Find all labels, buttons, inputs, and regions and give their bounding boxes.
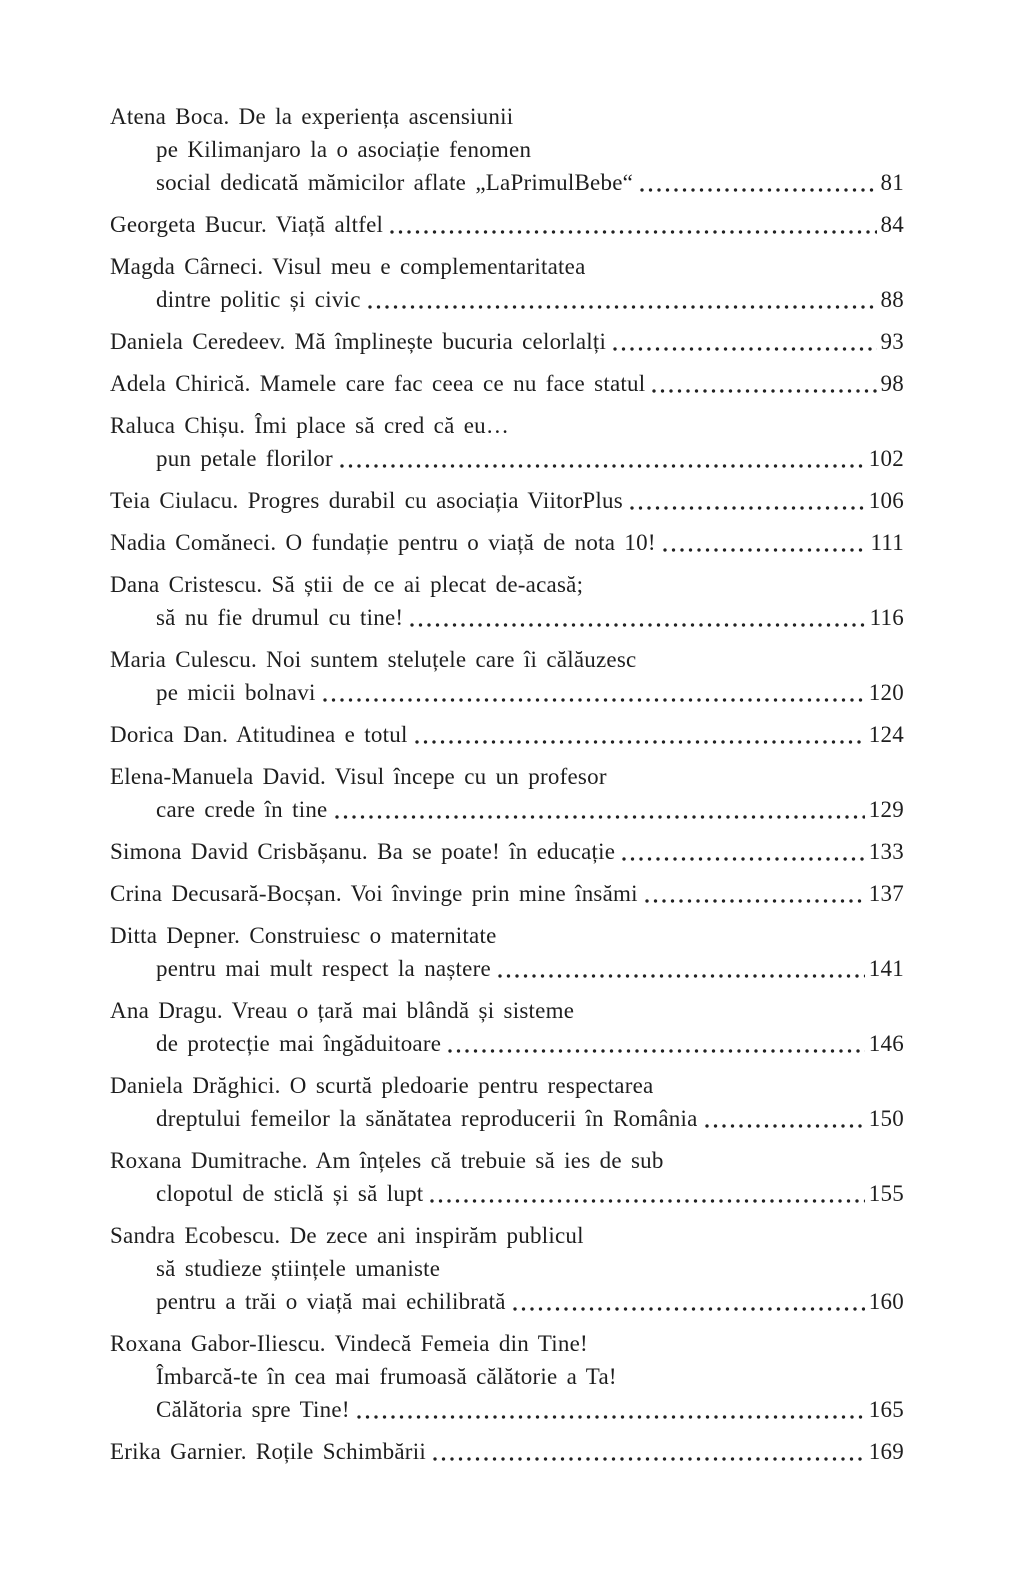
dot-leader [645,899,865,903]
dot-leader [640,188,876,192]
toc-line: Magda Cârneci. Visul meu e complementaritatea [110,254,586,279]
dot-leader [498,974,865,978]
dot-leader [652,389,876,393]
toc-line [110,1393,904,1426]
toc-line: Raluca Chișu. Îmi place să cred că eu… [110,413,510,438]
toc-entry [110,1327,904,1426]
toc-entry [110,718,904,751]
toc-line-text: Adela Chirică. Mamele care fac ceea ce nu face statul [110,371,646,396]
page-number: 137 [868,881,904,906]
toc-line [110,442,904,475]
page-number: 93 [880,329,904,354]
toc-line-text: care crede în tine [156,797,328,822]
toc-line: Atena Boca. De la experiența ascensiunii [110,104,514,129]
toc-line [110,1102,904,1135]
dot-leader [622,857,865,861]
toc-line [110,208,904,241]
toc-line: Roxana Gabor-Iliescu. Vindecă Femeia din Tine! [110,1331,588,1356]
toc-line: Ana Dragu. Vreau o țară mai blândă și sisteme [110,998,575,1023]
dot-leader [323,698,865,702]
dot-leader [357,1415,865,1419]
toc-entry [110,919,904,985]
toc-line [110,952,904,985]
toc-line-text: pun petale florilor [156,446,333,471]
dot-leader [340,464,865,468]
toc-line-text: pe micii bolnavi [156,680,316,705]
toc-entry [110,250,904,316]
dot-leader [410,623,865,627]
page-number: 165 [868,1397,904,1422]
toc-line [110,283,904,316]
dot-leader [513,1307,865,1311]
toc-line-text: pentru mai mult respect la naștere [156,956,491,981]
page-number: 111 [870,530,904,555]
toc-line: Sandra Ecobescu. De zece ani inspirăm publicul [110,1223,584,1248]
toc-line [110,877,904,910]
toc-line [110,325,904,358]
toc-entry [110,1069,904,1135]
dot-leader [368,305,877,309]
toc-line [110,1177,904,1210]
toc-line-text: pentru a trăi o viață mai echilibrată [156,1289,506,1314]
toc-line: Roxana Dumitrache. Am înțeles că trebuie să ies de sub [110,1148,664,1173]
toc-entry [110,835,904,868]
toc-line: Maria Culescu. Noi suntem steluțele care îi călăuzesc [110,647,637,672]
toc-line [110,526,904,559]
toc-entry [110,994,904,1060]
toc-line: Elena-Manuela David. Visul începe cu un profesor [110,764,607,789]
toc-line-text: Daniela Ceredeev. Mă împlinește bucuria celorlalți [110,329,607,354]
toc-line: să studieze științele umaniste [156,1256,441,1281]
toc-line-text: de protecție mai îngăduitoare [156,1031,442,1056]
toc-line-text: Dorica Dan. Atitudinea e totul [110,722,408,747]
page-number: 98 [880,371,904,396]
page-number: 160 [868,1289,904,1314]
dot-leader [335,815,865,819]
toc [110,100,904,1468]
page-number: 155 [868,1181,904,1206]
toc-line: Daniela Drăghici. O scurtă pledoarie pentru respectarea [110,1073,654,1098]
toc-line-text: Teia Ciulacu. Progres durabil cu asociația ViitorPlus [110,488,623,513]
toc-entry [110,325,904,358]
toc-entry [110,1144,904,1210]
toc-line [110,676,904,709]
toc-line-text: dreptului femeilor la sănătatea reproducerii în România [156,1106,698,1131]
toc-line: Ditta Depner. Construiesc o maternitate [110,923,497,948]
toc-line-text: Erika Garnier. Roțile Schimbării [110,1439,426,1464]
page-number: 106 [868,488,904,513]
toc-line-text: Crina Decusară-Bocșan. Voi învinge prin mine însămi [110,881,638,906]
dot-leader [390,230,876,234]
page-number: 120 [868,680,904,705]
page-number: 84 [880,212,904,237]
page-number: 146 [868,1031,904,1056]
toc-entry [110,208,904,241]
toc-entry [110,568,904,634]
page-number: 169 [868,1439,904,1464]
page-number: 150 [868,1106,904,1131]
toc-entry [110,484,904,517]
dot-leader [430,1199,864,1203]
toc-entry [110,643,904,709]
toc-line-text: Georgeta Bucur. Viață altfel [110,212,384,237]
dot-leader [705,1124,865,1128]
page-number: 81 [880,170,904,195]
toc-line-text: să nu fie drumul cu tine! [156,605,404,630]
toc-line [110,793,904,826]
dot-leader [613,347,876,351]
toc-line-text: dintre politic și civic [156,287,361,312]
page-number: 88 [880,287,904,312]
toc-line-text: social dedicată mămicilor aflate „LaPrimulBebe“ [156,170,634,195]
toc-entry [110,100,904,199]
toc-entry [110,877,904,910]
toc-entry [110,760,904,826]
toc-entry [110,367,904,400]
page-number: 124 [868,722,904,747]
toc-line [110,1027,904,1060]
toc-entry [110,1219,904,1318]
toc-line: pe Kilimanjaro la o asociație fenomen [156,137,532,162]
dot-leader [630,506,865,510]
toc-line [110,166,904,199]
page-number: 102 [868,446,904,471]
toc-line [110,835,904,868]
toc-line [110,1285,904,1318]
dot-leader [663,548,867,552]
page-number: 141 [868,956,904,981]
page-number: 129 [868,797,904,822]
toc-line-text: Nadia Comăneci. O fundație pentru o viață de nota 10! [110,530,656,555]
dot-leader [415,740,865,744]
toc-line [110,1435,904,1468]
toc-line-text: Simona David Crisbășanu. Ba se poate! în educație [110,839,616,864]
toc-line [110,484,904,517]
toc-line [110,367,904,400]
page-number: 133 [868,839,904,864]
toc-line [110,601,904,634]
page-number: 116 [869,605,904,630]
toc-line: Dana Cristescu. Să știi de ce ai plecat de-acasă; [110,572,584,597]
toc-line: Îmbarcă-te în cea mai frumoasă călătorie a Ta! [156,1364,617,1389]
toc-line-text: clopotul de sticlă și să lupt [156,1181,424,1206]
dot-leader [448,1049,865,1053]
toc-entry [110,526,904,559]
toc-entry [110,1435,904,1468]
dot-leader [433,1457,865,1461]
toc-entry [110,409,904,475]
toc-line-text: Călătoria spre Tine! [156,1397,350,1422]
toc-line [110,718,904,751]
